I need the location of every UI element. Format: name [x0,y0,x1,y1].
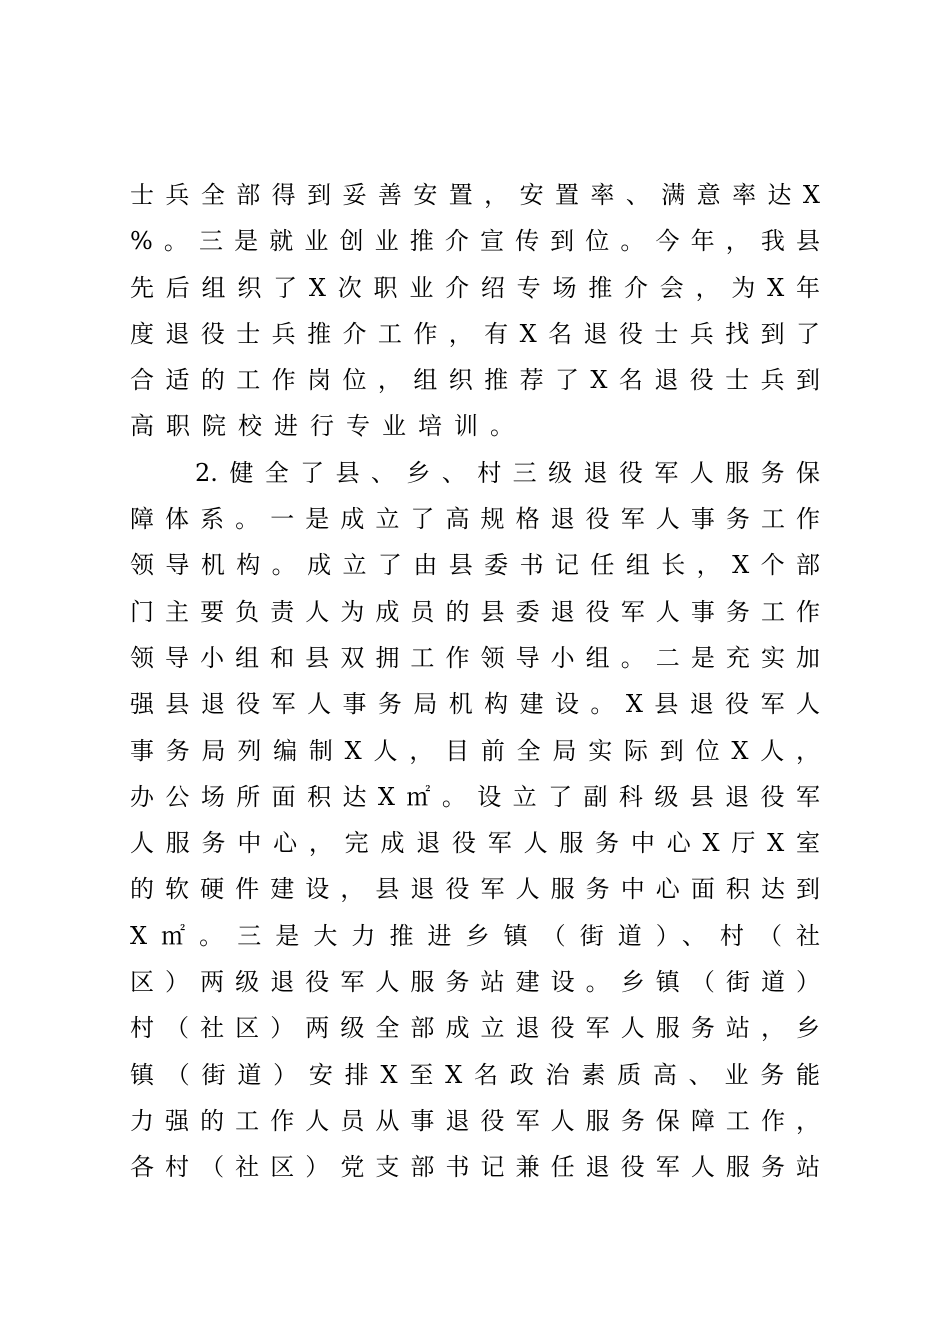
text-line: 村（社区）两级全部成立退役军人服务站，乡 [130,1014,820,1043]
text-line: 事务局列编制X人，目前全局实际到位X人， [130,736,820,765]
text-line: 度退役士兵推介工作，有X名退役士兵找到了 [130,319,820,348]
text-line: 领导机构。成立了由县委书记任组长，X个部 [130,551,820,580]
section-heading-line: 2.健全了县、乡、村三级退役军人服务保 [195,458,820,487]
text-line: %。三是就业创业推介宣传到位。今年，我县 [130,227,820,256]
text-line: 障体系。一是成立了高规格退役军人事务工作 [130,505,820,534]
text-line: 办公场所面积达X㎡。设立了副科级县退役军 [130,782,820,811]
text-line: 先后组织了X次职业介绍专场推介会，为X年 [130,273,820,302]
text-line: 人服务中心，完成退役军人服务中心X厅X室 [130,829,820,858]
text-line: 镇（街道）安排X至X名政治素质高、业务能 [130,1060,820,1089]
text-line: 的软硬件建设，县退役军人服务中心面积达到 [130,875,820,904]
text-line: 领导小组和县双拥工作领导小组。二是充实加 [130,643,820,672]
text-line: 合适的工作岗位，组织推荐了X名退役士兵到 [130,366,820,395]
text-line: 力强的工作人员从事退役军人服务保障工作， [130,1106,820,1135]
text-line: 各村（社区）党支部书记兼任退役军人服务站 [130,1153,820,1182]
text-line: 门主要负责人为成员的县委退役军人事务工作 [130,597,820,626]
text-line: 士兵全部得到妥善安置，安置率、满意率达X [130,181,820,209]
text-line: 强县退役军人事务局机构建设。X县退役军人 [130,690,820,719]
text-line: X㎡。三是大力推进乡镇（街道）、村（社 [130,921,820,950]
body-text [130,172,820,1191]
text-line: 高职院校进行专业培训。 [130,412,526,441]
text-line: 区）两级退役军人服务站建设。乡镇（街道） [130,968,820,997]
